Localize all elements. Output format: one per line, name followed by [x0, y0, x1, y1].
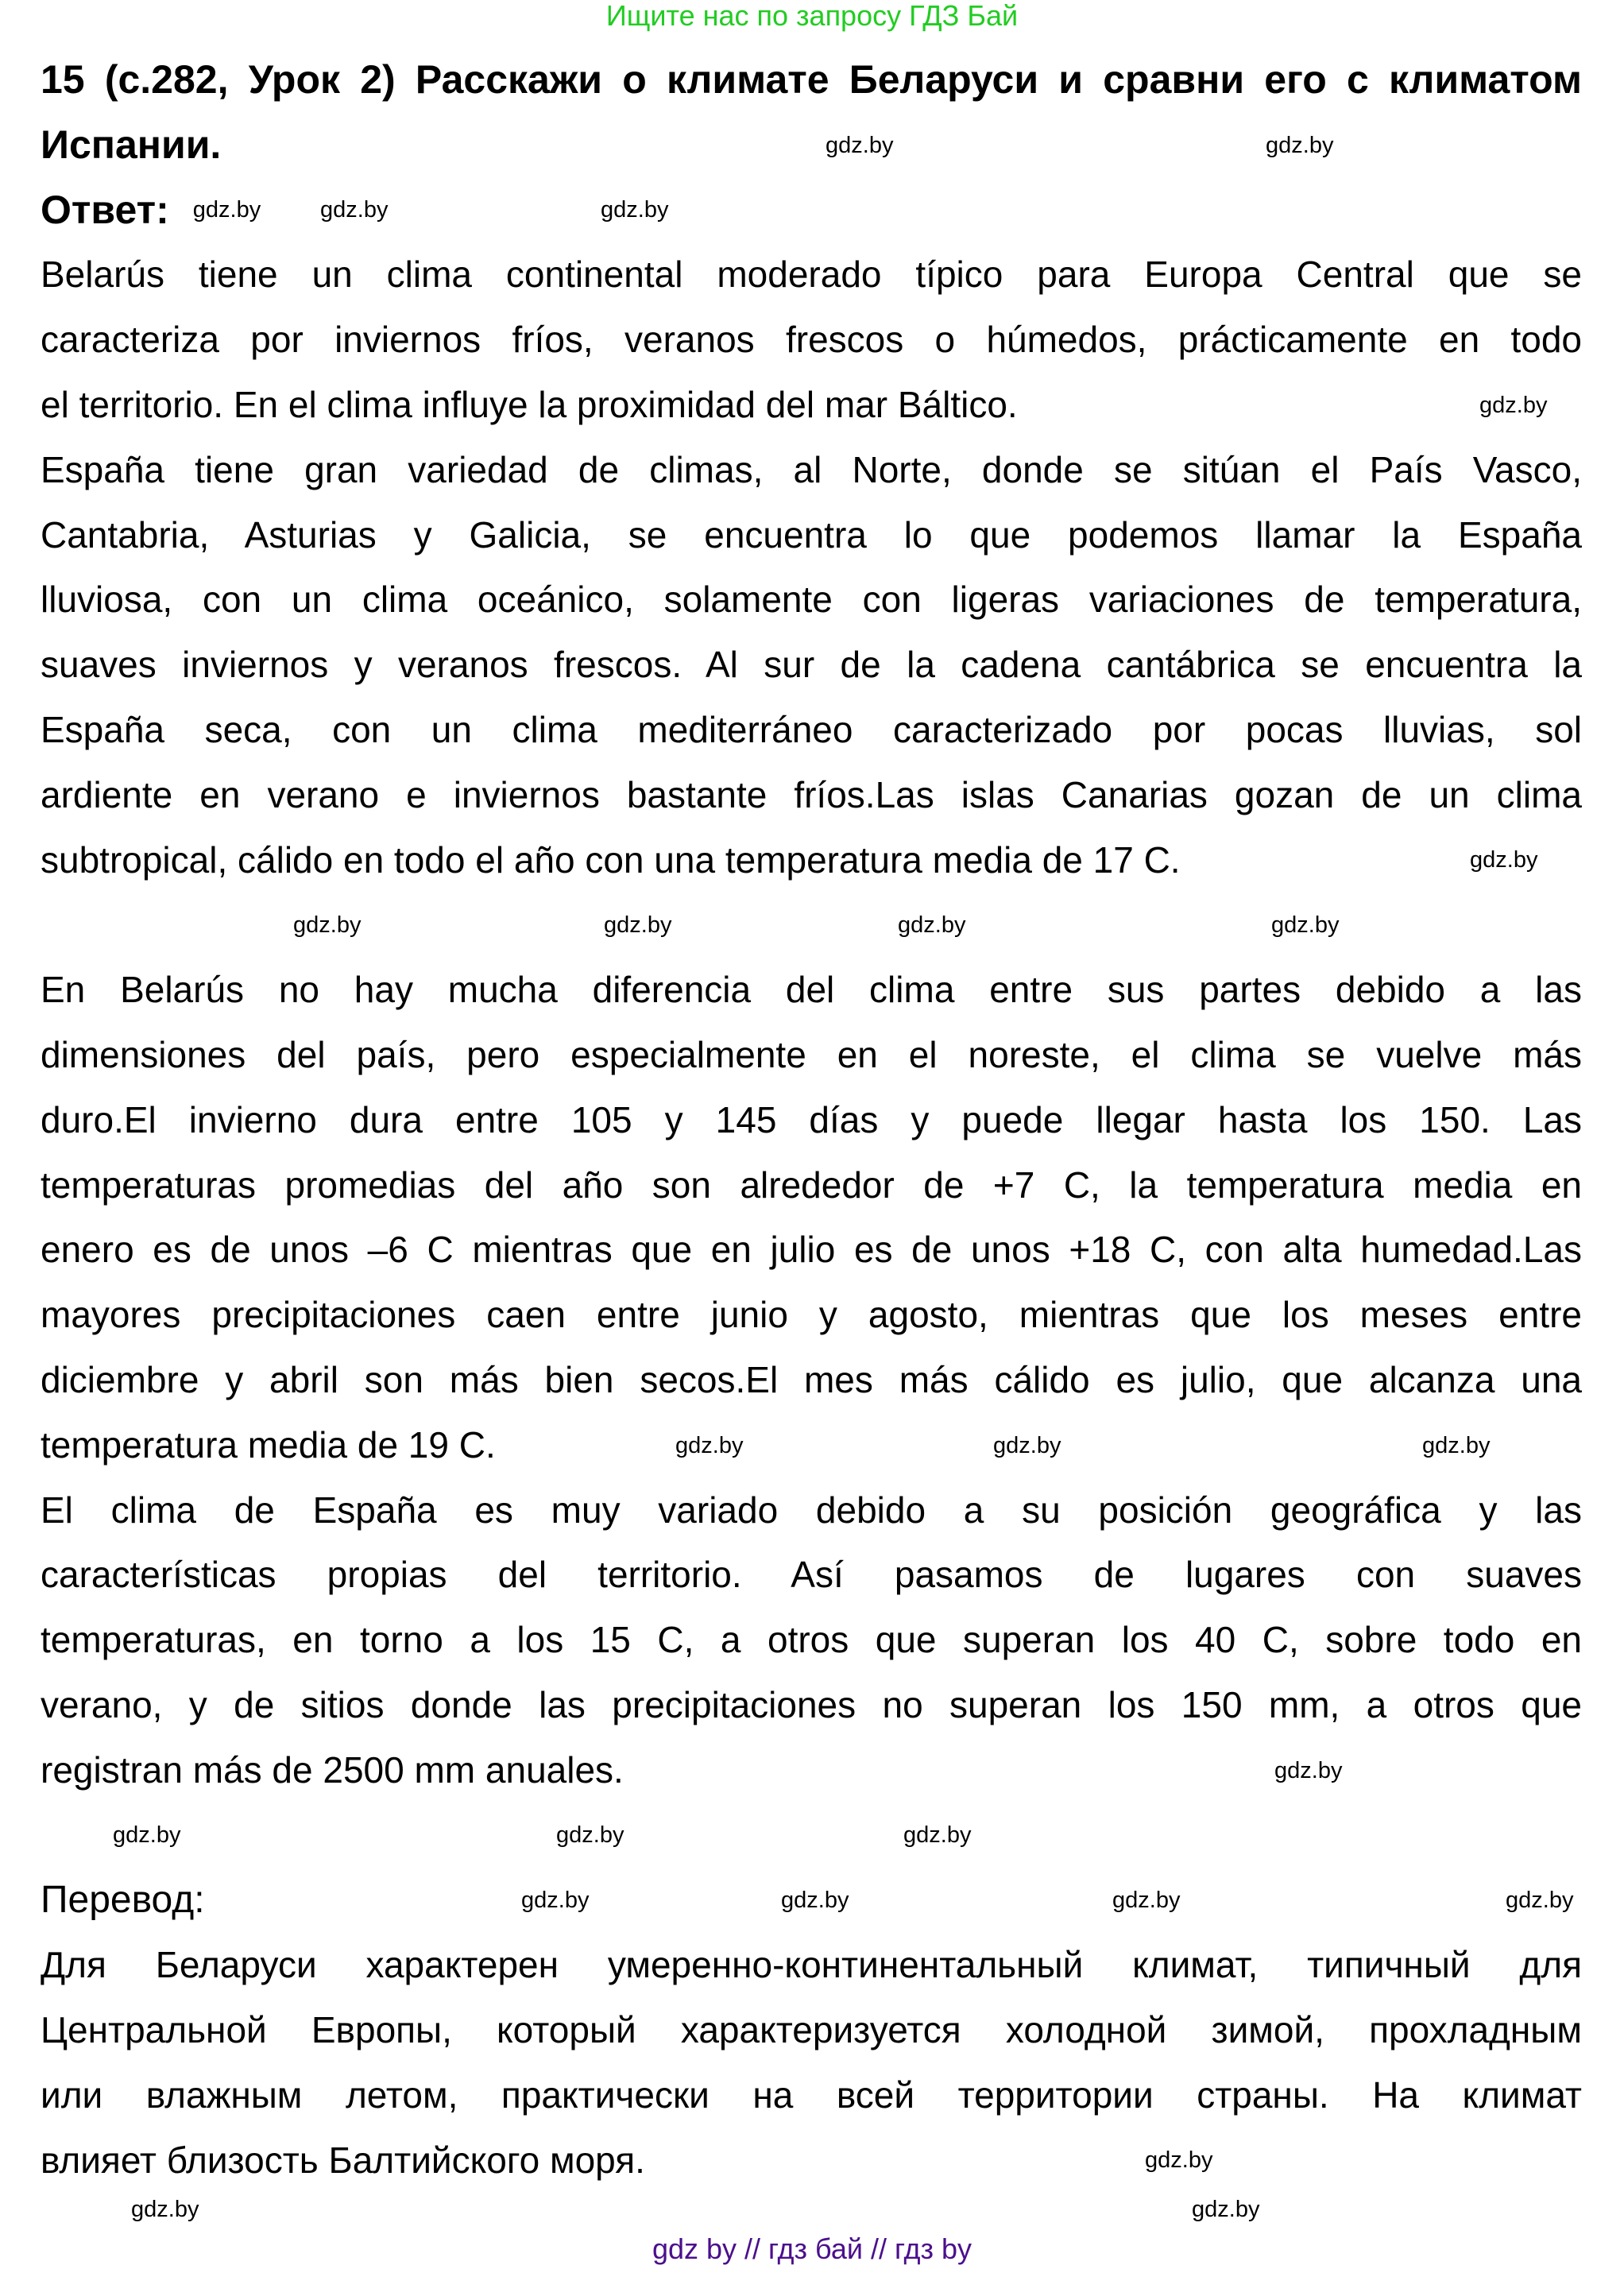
paragraph-line: En Belarús no hay mucha diferencia del clima entre sus partes debido a las: [41, 969, 1582, 1011]
watermark-text: gdz.by: [521, 1888, 590, 1913]
paragraph-line: diciembre y abril son más bien secos.El mes más cálido es julio, que alcanza una: [41, 1358, 1582, 1400]
paragraph-line: lluviosa, con un clima oceánico, solamente con ligeras variaciones de temperatura,: [41, 579, 1582, 621]
watermark-text: gdz.by: [675, 1433, 744, 1458]
watermark-text: gdz.by: [1271, 912, 1340, 938]
watermark-text: gdz.by: [1422, 1433, 1491, 1458]
paragraph-line: El clima de España es muy variado debido a su posición geográfica y las: [41, 1489, 1582, 1531]
paragraph-line: enero es de unos –6 C mientras que en julio es de unos +18 C, con alta humedad.Las: [41, 1229, 1582, 1271]
watermark-text: gdz.by: [601, 197, 669, 223]
search-banner[interactable]: Ищите нас по запросу ГДЗ Бай: [605, 0, 1019, 32]
answer-text: [41, 242, 1582, 1868]
paragraph-line: subtropical, cálido en todo el año con una temperatura media de 17 C.: [41, 838, 1181, 881]
paragraph-line: España seca, con un clima mediterráneo caracterizado por pocas lluvias, sol: [41, 708, 1582, 750]
watermark-text: gdz.by: [898, 912, 966, 938]
paragraph-line: España tiene gran variedad de climas, al Norte, donde se sitúan el País Vasco,: [41, 448, 1582, 490]
task-title-line-1: 15 (с.282, Урок 2) Расскажи о климате Беларуси и сравни его с климатом: [41, 57, 1582, 102]
translation-line: Для Беларуси характерен умеренно-континентальный климат, типичный для: [41, 1944, 1582, 1986]
paragraph-line: Belarús tiene un clima continental moderado típico para Europa Central que se: [41, 254, 1582, 296]
watermark-text: gdz.by: [293, 912, 362, 938]
paragraph-line: mayores precipitaciones caen entre junio y agosto, mientras que los meses entre: [41, 1294, 1582, 1336]
watermark-text: gdz.by: [1112, 1888, 1181, 1913]
paragraph-line: Cantabria, Asturias y Galicia, se encuentra lo que podemos llamar la España: [41, 513, 1582, 556]
paragraph-line: temperatura media de 19 C.: [41, 1423, 496, 1466]
watermark-text: gdz.by: [1274, 1758, 1343, 1783]
translation-line: или влажным летом, практически на всей территории страны. На климат: [41, 2074, 1582, 2116]
answer-label: Ответ:: [41, 187, 169, 232]
paragraph-line: temperaturas promedias del año son alrededor de +7 C, la temperatura media en: [41, 1164, 1582, 1206]
translation-line: Центральной Европы, который характеризуется холодной зимой, прохладным: [41, 2008, 1582, 2050]
paragraph-line: dimensiones del país, pero especialmente en el noreste, el clima se vuelve más: [41, 1033, 1582, 1075]
watermark-text: gdz.by: [1266, 133, 1334, 158]
watermark-text: gdz.by: [1145, 2147, 1213, 2173]
watermark-text: gdz.by: [903, 1822, 972, 1848]
watermark-text: gdz.by: [781, 1888, 849, 1913]
watermark-text: gdz.by: [1506, 1888, 1574, 1913]
watermark-text: gdz.by: [320, 197, 389, 223]
task-title-line-2: Испании.: [41, 122, 222, 167]
watermark-text: gdz.by: [1470, 847, 1538, 873]
footer-links[interactable]: gdz by // гдз бай // гдз by: [652, 2232, 972, 2265]
blank-line: [41, 893, 1582, 958]
watermark-text: gdz.by: [1192, 2197, 1260, 2222]
translation-text: [41, 1933, 1582, 2193]
translation-line: влияет близость Балтийского моря.: [41, 2139, 645, 2181]
watermark-text: gdz.by: [993, 1433, 1061, 1458]
translation-label: Перевод:: [41, 1879, 205, 1922]
blank-line: [41, 1803, 1582, 1868]
paragraph-line: caracteriza por inviernos fríos, veranos frescos o húmedos, prácticamente en todo: [41, 319, 1582, 361]
paragraph-line: temperaturas, en torno a los 15 C, a otros que superan los 40 C, sobre todo en: [41, 1619, 1582, 1661]
paragraph-line: registran más de 2500 mm anuales.: [41, 1748, 624, 1791]
watermark-text: gdz.by: [113, 1822, 181, 1848]
watermark-text: gdz.by: [604, 912, 672, 938]
watermark-text: gdz.by: [826, 133, 894, 158]
paragraph-line: suaves inviernos y veranos frescos. Al sur de la cadena cantábrica se encuentra la: [41, 644, 1582, 686]
paragraph-line: duro.El invierno dura entre 105 y 145 días y puede llegar hasta los 150. Las: [41, 1098, 1582, 1140]
watermark-text: gdz.by: [556, 1822, 624, 1848]
paragraph-line: características propias del territorio. Así pasamos de lugares con suaves: [41, 1554, 1582, 1596]
document-body: [41, 48, 1582, 2193]
paragraph-line: ardiente en verano e inviernos bastante fríos.Las islas Canarias gozan de un clima: [41, 773, 1582, 815]
watermark-text: gdz.by: [131, 2197, 199, 2222]
paragraph-line: el territorio. En el clima influye la proximidad del mar Báltico.: [41, 383, 1018, 425]
paragraph-line: verano, y de sitios donde las precipitaciones no superan los 150 mm, a otros que: [41, 1683, 1582, 1725]
watermark-text: gdz.by: [192, 197, 261, 223]
watermark-text: gdz.by: [1479, 393, 1548, 418]
